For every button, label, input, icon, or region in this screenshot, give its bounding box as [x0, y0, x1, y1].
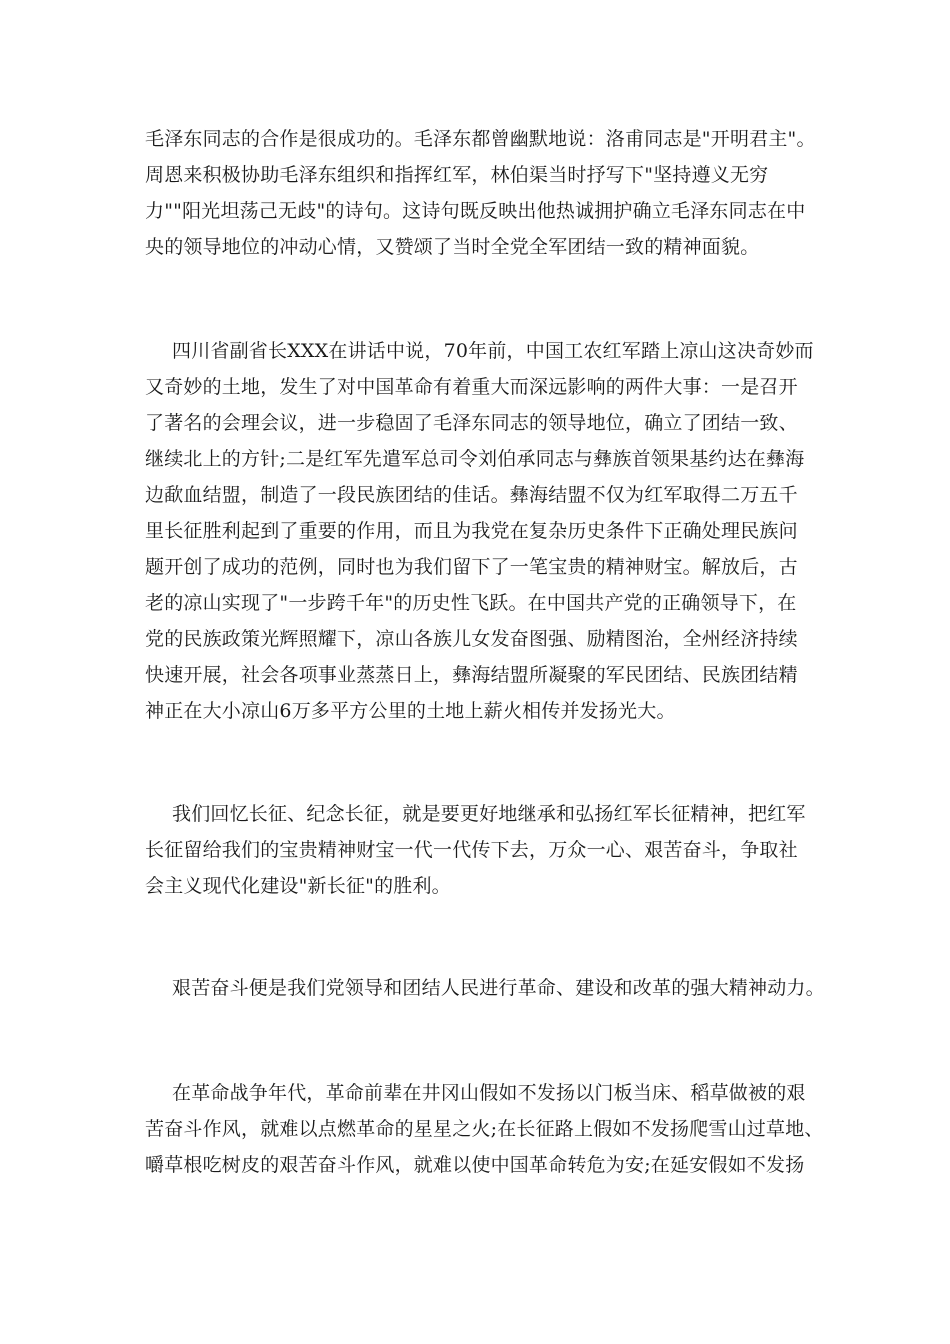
paragraph-5-line-3: 嚼草根吃树皮的艰苦奋斗作风，就难以使中国革命转危为安;在延安假如不发扬	[145, 1154, 805, 1176]
paragraph-2-line-2: 又奇妙的土地，发生了对中国革命有着重大而深远影响的两件大事：一是召开	[145, 376, 798, 398]
paragraph-4-line-1: 艰苦奋斗便是我们党领导和团结人民进行革命、建设和改革的强大精神动力。	[172, 977, 825, 999]
paragraph-2-line-5: 边歃血结盟，制造了一段民族团结的佳话。彝海结盟不仅为红军取得二万五千	[145, 484, 798, 506]
paragraph-2-line-10: 快速开展，社会各项事业蒸蒸日上，彝海结盟所凝聚的军民团结、民族团结精	[145, 664, 798, 686]
paragraph-1-line-4: 央的领导地位的冲动心情，又赞颂了当时全党全军团结一致的精神面貌。	[145, 236, 760, 258]
paragraph-2-line-8: 老的凉山实现了"一步跨千年"的历史性飞跃。在中国共产党的正确领导下，在	[145, 592, 797, 614]
paragraph-1-line-2: 周恩来积极协助毛泽东组织和指挥红军，林伯渠当时抒写下"坚持遵义无穷	[145, 164, 769, 186]
paragraph-1-line-1: 毛泽东同志的合作是很成功的。毛泽东都曾幽默地说：洛甫同志是"开明君主"。	[145, 128, 816, 150]
paragraph-5-line-2: 苦奋斗作风，就难以点燃革命的星星之火;在长征路上假如不发扬爬雪山过草地、	[145, 1118, 824, 1140]
paragraph-2-line-4: 继续北上的方针;二是红军先遣军总司令刘伯承同志与彝族首领果基约达在彝海	[145, 448, 805, 470]
paragraph-5-line-1: 在革命战争年代，革命前辈在井冈山假如不发扬以门板当床、稻草做被的艰	[172, 1082, 806, 1104]
paragraph-3-line-2: 长征留给我们的宝贵精神财宝一代一代传下去，万众一心、艰苦奋斗，争取社	[145, 839, 798, 861]
paragraph-2-line-11: 神正在大小凉山6万多平方公里的土地上薪火相传并发扬光大。	[145, 700, 676, 722]
paragraph-3-line-3: 会主义现代化建设"新长征"的胜利。	[145, 875, 451, 897]
paragraph-2-line-9: 党的民族政策光辉照耀下，凉山各族儿女发奋图强、励精图治，全州经济持续	[145, 628, 798, 650]
paragraph-2-line-3: 了著名的会理会议，进一步稳固了毛泽东同志的领导地位，确立了团结一致、	[145, 412, 798, 434]
paragraph-3-line-1: 我们回忆长征、纪念长征，就是要更好地继承和弘扬红军长征精神，把红军	[172, 803, 806, 825]
paragraph-2-line-6: 里长征胜利起到了重要的作用，而且为我党在复杂历史条件下正确处理民族问	[145, 520, 798, 542]
paragraph-2-line-1: 四川省副省长XXX在讲话中说，70年前，中国工农红军踏上凉山这决奇妙而	[172, 340, 814, 362]
paragraph-2-line-7: 题开创了成功的范例，同时也为我们留下了一笔宝贵的精神财宝。解放后，古	[145, 556, 798, 578]
paragraph-1-line-3: 力""阳光坦荡己无歧"的诗句。这诗句既反映出他热诚拥护确立毛泽东同志在中	[145, 200, 806, 222]
